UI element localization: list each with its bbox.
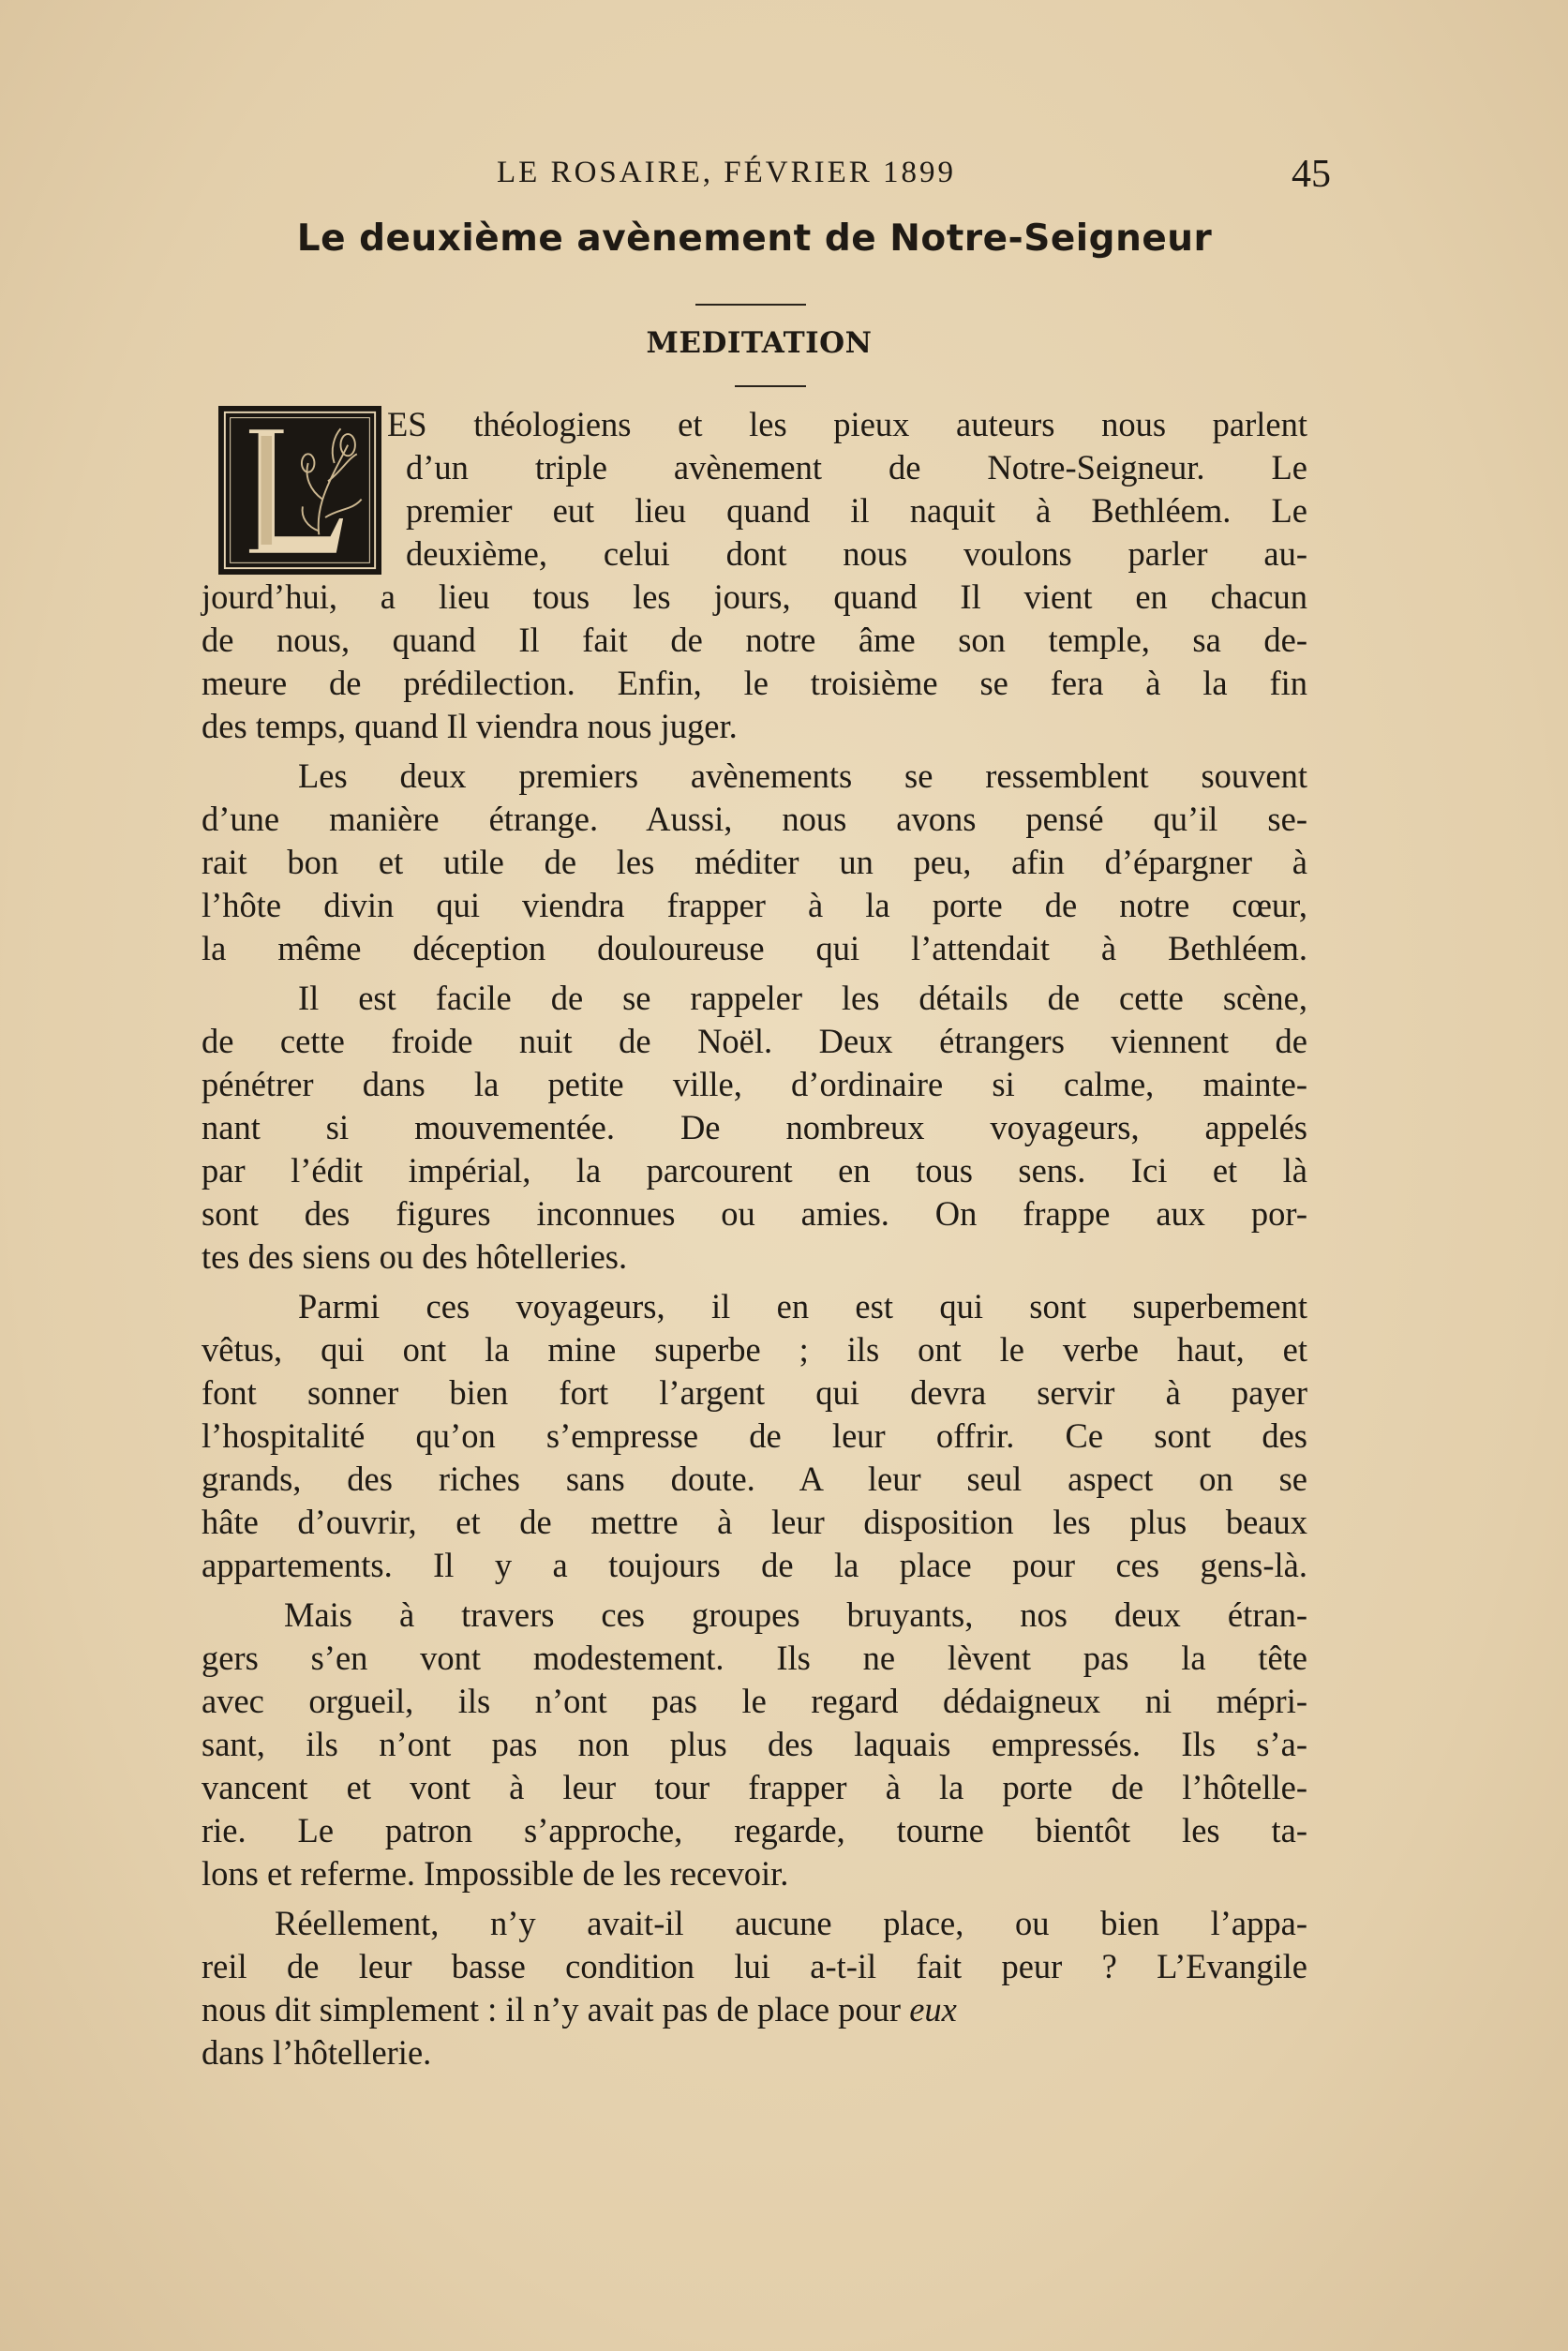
text-line: font sonner bien fort l’argent qui devra servir à payer — [202, 1373, 1307, 1412]
text-line: Il est facile de se rappeler les détails de cette scène, — [298, 979, 1307, 1017]
text-line-with-italic — [202, 1988, 1307, 2031]
text-line: hâte d’ouvrir, et de mettre à leur disposition les plus beaux — [202, 1503, 1307, 1541]
text-line: Réellement, n’y avait-il aucune place, ou bien l’appa- — [275, 1904, 1307, 1942]
title-rule — [695, 304, 806, 306]
page-number: 45 — [1292, 153, 1331, 196]
text-line: d’une manière étrange. Aussi, nous avons pensé qu’il se- — [202, 800, 1307, 838]
text-line: rie. Le patron s’approche, regarde, tourne bientôt les ta- — [202, 1811, 1307, 1849]
text-line: grands, des riches sans doute. A leur seul aspect on se — [202, 1460, 1307, 1498]
page-header — [487, 152, 1350, 208]
text-line: appartements. Il y a toujours de la place pour ces gens-là. — [202, 1546, 1307, 1584]
text-line: lons et referme. Impossible de les recevoir. — [202, 1854, 789, 1893]
text-line: vêtus, qui ont la mine superbe ; ils ont le verbe haut, et — [202, 1330, 1307, 1369]
text-line: d’un triple avènement de Notre-Seigneur. Le — [406, 448, 1307, 487]
text-line: ES théologiens et les pieux auteurs nous parlent — [387, 405, 1307, 443]
text-line: gers s’en vont modestement. Ils ne lèvent pas la tête — [202, 1639, 1307, 1677]
text-line: avec orgueil, ils n’ont pas le regard dédaigneux ni mépri- — [202, 1682, 1307, 1720]
text-line-part: nous dit simplement : il n’y avait pas de place pour — [202, 1990, 902, 2029]
italic-word: eux — [909, 1990, 957, 2029]
text-line: pénétrer dans la petite ville, d’ordinaire si calme, mainte- — [202, 1065, 1307, 1103]
text-line: nant si mouvementée. De nombreux voyageurs, appelés — [202, 1108, 1307, 1146]
text-line: sant, ils n’ont pas non plus des laquais empressés. Ils s’a- — [202, 1725, 1307, 1763]
text-line: reil de leur basse condition lui a-t-il fait peur ? L’Evangile — [202, 1947, 1307, 1985]
dropcap-ornament-icon — [218, 406, 381, 575]
text-line: l’hôte divin qui viendra frapper à la porte de notre cœur, — [202, 886, 1307, 924]
text-line: rait bon et utile de les méditer un peu, afin d’épargner à — [202, 843, 1307, 881]
text-line: dans l’hôtellerie. — [202, 2033, 432, 2072]
article-title: Le deuxième avènement de Notre-Seigneur — [296, 217, 1213, 260]
text-line: Les deux premiers avènements se ressemblent souvent — [298, 756, 1307, 795]
text-line: sont des figures inconnues ou amies. On frappe aux por- — [202, 1194, 1307, 1233]
text-line: meure de prédilection. Enfin, le troisième se fera à la fin — [202, 664, 1307, 702]
text-line: Parmi ces voyageurs, il en est qui sont superbement — [298, 1287, 1307, 1325]
section-rule — [735, 385, 806, 387]
text-line: par l’édit impérial, la parcourent en tous sens. Ici et là — [202, 1151, 1307, 1190]
text-line: de cette froide nuit de Noël. Deux étrangers viennent de — [202, 1022, 1307, 1060]
section-heading: MEDITATION — [646, 326, 873, 360]
text-line: de nous, quand Il fait de notre âme son temple, sa de- — [202, 621, 1307, 659]
text-line: vancent et vont à leur tour frapper à la porte de l’hôtelle- — [202, 1768, 1307, 1806]
text-line: l’hospitalité qu’on s’empresse de leur offrir. Ce sont des — [202, 1416, 1307, 1455]
text-line: tes des siens ou des hôtelleries. — [202, 1237, 628, 1276]
text-line: la même déception douloureuse qui l’attendait à Bethléem. — [202, 929, 1307, 967]
running-head: LE ROSAIRE, FÉVRIER 1899 — [497, 156, 957, 189]
text-line: deuxième, celui dont nous voulons parler au- — [406, 534, 1307, 573]
text-line: premier eut lieu quand il naquit à Bethléem. Le — [406, 491, 1307, 530]
text-line: des temps, quand Il viendra nous juger. — [202, 707, 738, 745]
text-line: Mais à travers ces groupes bruyants, nos deux étran- — [284, 1595, 1307, 1634]
text-line: jourd’hui, a lieu tous les jours, quand Il vient en chacun — [202, 577, 1307, 616]
